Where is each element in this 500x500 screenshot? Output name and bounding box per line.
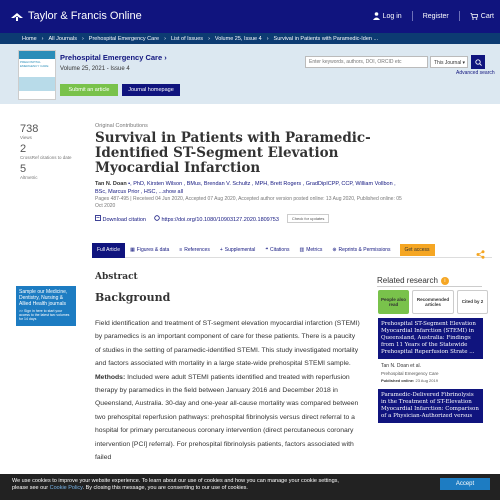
tab-full-article[interactable] bbox=[92, 243, 125, 258]
share-icon[interactable] bbox=[476, 246, 485, 264]
citation-icon bbox=[95, 215, 101, 221]
supplemental-icon: + bbox=[219, 247, 223, 253]
abstract-body bbox=[95, 317, 360, 464]
views-label: Views bbox=[20, 135, 32, 140]
tab-people-also-read[interactable]: People also read bbox=[378, 290, 409, 314]
tab-recommended[interactable]: Recommended articles bbox=[412, 290, 454, 314]
article-meta bbox=[95, 123, 495, 223]
user-icon bbox=[373, 12, 380, 20]
site-logo[interactable] bbox=[10, 10, 142, 22]
sample-banner-small: >> Sign in here to start your access to the latest two volumes for 14 days bbox=[19, 309, 70, 321]
related-item[interactable] bbox=[378, 318, 483, 359]
journal-cover[interactable] bbox=[18, 50, 56, 100]
references-icon: ≡ bbox=[179, 247, 183, 253]
link-icon bbox=[154, 215, 160, 221]
login-link[interactable] bbox=[373, 12, 402, 20]
crossref-label: CrossRef citations to date bbox=[20, 155, 72, 160]
cart-icon bbox=[470, 13, 478, 20]
info-icon[interactable]: i bbox=[441, 277, 449, 285]
search-button[interactable] bbox=[471, 55, 485, 69]
cookie-text-1: We use cookies to improve your website experience. To learn about our use of cookies and how you can manage your cookie settings, bbox=[12, 478, 339, 484]
breadcrumb-home[interactable]: Home bbox=[22, 36, 37, 42]
tab-metrics[interactable] bbox=[294, 243, 327, 258]
related-item[interactable] bbox=[378, 389, 483, 423]
journal-title[interactable]: Prehospital Emergency Care › bbox=[60, 53, 167, 62]
breadcrumb-issues[interactable]: List of Issues bbox=[170, 36, 204, 42]
altmetric-label: Altmetric bbox=[20, 175, 38, 180]
article-title: Survival in Patients with Paramedic-Identified ST-Segment Elevation Myocardial Infarction bbox=[95, 130, 371, 176]
altmetric-score[interactable]: 5 bbox=[20, 163, 27, 175]
related-research-heading bbox=[377, 276, 449, 285]
related-heading-text: Related research bbox=[377, 276, 438, 285]
top-bar bbox=[0, 0, 500, 33]
breadcrumb-current: Survival in Patients with Paramedic-Iden ... bbox=[273, 36, 379, 42]
breadcrumb-journal[interactable]: Prehospital Emergency Care bbox=[88, 36, 160, 42]
related-item-author: Tan N. Doan et al. bbox=[381, 363, 422, 369]
related-item-date bbox=[378, 378, 483, 383]
cart-link[interactable] bbox=[470, 13, 494, 20]
related-tabs bbox=[378, 290, 488, 314]
figures-icon: ▦ bbox=[130, 247, 135, 253]
article-type: Original Contributions bbox=[95, 123, 148, 129]
cover-title: PREHOSPITAL EMERGENCY CARE bbox=[20, 60, 49, 68]
cookie-banner bbox=[0, 474, 500, 500]
tab-figures[interactable] bbox=[125, 243, 174, 258]
first-author[interactable]: Tan N. Doan bbox=[95, 181, 127, 187]
reprints-label: Reprints & Permissions bbox=[338, 247, 391, 253]
background-heading: Background bbox=[95, 291, 171, 304]
references-label: References bbox=[184, 247, 210, 253]
divider bbox=[412, 11, 413, 21]
cookie-policy-link[interactable]: Cookie Policy bbox=[49, 485, 83, 491]
tab-references[interactable] bbox=[174, 243, 215, 258]
journal-header bbox=[0, 44, 500, 104]
related-item-journal: Prehospital Emergency Care bbox=[381, 371, 439, 376]
orcid-icon[interactable]: ▪ bbox=[128, 181, 131, 187]
figures-label: Figures & data bbox=[136, 247, 170, 253]
other-authors[interactable]: , PhD, Kirsten Wilson , BMus, Brendan V. Schultz , MPH, Brett Rogers , GradDipICPP, CCP, William Vollbon , BSc, Marcus Prior , HSC, ...show all bbox=[95, 181, 396, 195]
citations-label: Citations bbox=[270, 247, 290, 253]
tab-cited-by[interactable]: Cited by 2 bbox=[457, 290, 488, 314]
breadcrumb: Home › All Journals › Prehospital Emergency Care › List of Issues › Volume 25, Issue 4 › Survival in Patients with Paramedic-Iden ... bbox=[0, 33, 500, 44]
cart-label: Cart bbox=[480, 12, 494, 20]
reprints-icon: ⊕ bbox=[332, 247, 337, 253]
cookie-text-2: please see our Cookie Policy. By closing this message, you are consenting to our use of cookies. bbox=[12, 485, 248, 491]
divider bbox=[377, 286, 482, 287]
crossref-count: 2 bbox=[20, 143, 27, 155]
site-logo-text: Taylor & Francis Online bbox=[28, 10, 142, 22]
article-metrics bbox=[20, 123, 80, 183]
abstract-text-1: Field identification and treatment of ST-segment elevation myocardial infarction (STEMI) by paramedics is an important component of care for these patients. There is a paucity of studies in the setting of paramedic-identified STEMI. This study investigated mortality and factors associated with mortality in a large state-wide prehospital STEMI sample. bbox=[95, 320, 360, 368]
metrics-label: Metrics bbox=[306, 247, 323, 253]
citations-icon: ❝ bbox=[265, 247, 269, 253]
submit-article-button[interactable]: Submit an article bbox=[60, 84, 118, 96]
tf-logo-icon bbox=[10, 11, 24, 21]
divider bbox=[459, 11, 460, 21]
methods-label: Methods: bbox=[95, 373, 126, 381]
related-list bbox=[378, 318, 483, 423]
search-icon bbox=[475, 59, 482, 66]
abstract-heading: Abstract bbox=[95, 272, 138, 282]
journal-homepage-button[interactable]: Journal homepage bbox=[122, 84, 180, 96]
breadcrumb-all-journals[interactable]: All Journals bbox=[48, 36, 77, 42]
author-list bbox=[95, 180, 405, 196]
views-count: 738 bbox=[20, 123, 39, 135]
publication-history: Pages 487-495 | Received 04 Jun 2020, Accepted 07 Aug 2020, Accepted author version posted online: 13 Aug 2020, Published online: 05 Oct 2020 bbox=[95, 196, 402, 209]
search-input[interactable] bbox=[305, 56, 428, 68]
download-citation-link[interactable] bbox=[95, 215, 146, 223]
advanced-search-link[interactable]: Advanced search bbox=[456, 70, 495, 76]
search-scope-select[interactable] bbox=[430, 56, 468, 68]
tab-reprints[interactable] bbox=[327, 243, 395, 258]
tab-citations[interactable] bbox=[260, 243, 294, 258]
register-link[interactable]: Register bbox=[422, 12, 449, 20]
supplemental-label: Supplemental bbox=[224, 247, 256, 253]
full-article-label: Full Article bbox=[97, 247, 121, 253]
date-label: Published online: bbox=[381, 378, 415, 383]
related-item-title: Prehospital ST-Segment Elevation Myocardial Infarction (STEMI) in Queensland, Australia: Findings from 11 Years of the Statewide Prehospital Reperfusion Strate ... bbox=[381, 321, 476, 355]
sample-journals-banner[interactable] bbox=[16, 286, 76, 326]
sample-banner-text: Sample our Medicine, Dentistry, Nursing & Allied Health journals bbox=[19, 289, 68, 307]
related-item-title: Paramedic-Delivered Fibrinolysis in the Treatment of ST-Elevation Myocardial Infarction: Comparison of a Physician-Authorized versus bbox=[381, 392, 479, 419]
breadcrumb-volume[interactable]: Volume 25, Issue 4 bbox=[214, 36, 262, 42]
doi-link[interactable] bbox=[154, 215, 279, 223]
get-access-button[interactable]: Get access bbox=[400, 244, 435, 256]
metrics-icon: ▥ bbox=[299, 247, 305, 253]
journal-volume[interactable]: Volume 25, 2021 - Issue 4 bbox=[60, 66, 130, 72]
tab-supplemental[interactable] bbox=[215, 243, 261, 258]
accept-cookies-button[interactable]: Accept bbox=[440, 478, 490, 490]
search-scope-value: This Journal bbox=[434, 60, 462, 66]
abstract-text-2: Included were adult STEMI patients identified and treated with reperfusion therapy by paramedics in the field between January 2016 and December 2018 in Queensland, Australia. 30-day and one-year all-cause mortality was compared between two prehospital reperfusion pathways: prehospital fibrinolysis versus direct referral to a hospital for primary percutaneous coronary intervention (direct percutaneous coronary intervention [PCI] referral). For prehospital fibrinolysis patients, factors associated with failed bbox=[95, 373, 359, 462]
date-value: 23 Aug 2019 bbox=[415, 378, 438, 383]
login-label: Log in bbox=[382, 12, 402, 20]
chevron-down-icon: ▾ bbox=[462, 60, 465, 66]
doi-label: https://doi.org/10.1080/10903127.2020.1809753 bbox=[161, 216, 279, 223]
download-citation-label: Download citation bbox=[102, 216, 146, 223]
crossmark-badge[interactable]: Check for updates bbox=[287, 214, 329, 223]
article-tabs bbox=[92, 243, 492, 258]
